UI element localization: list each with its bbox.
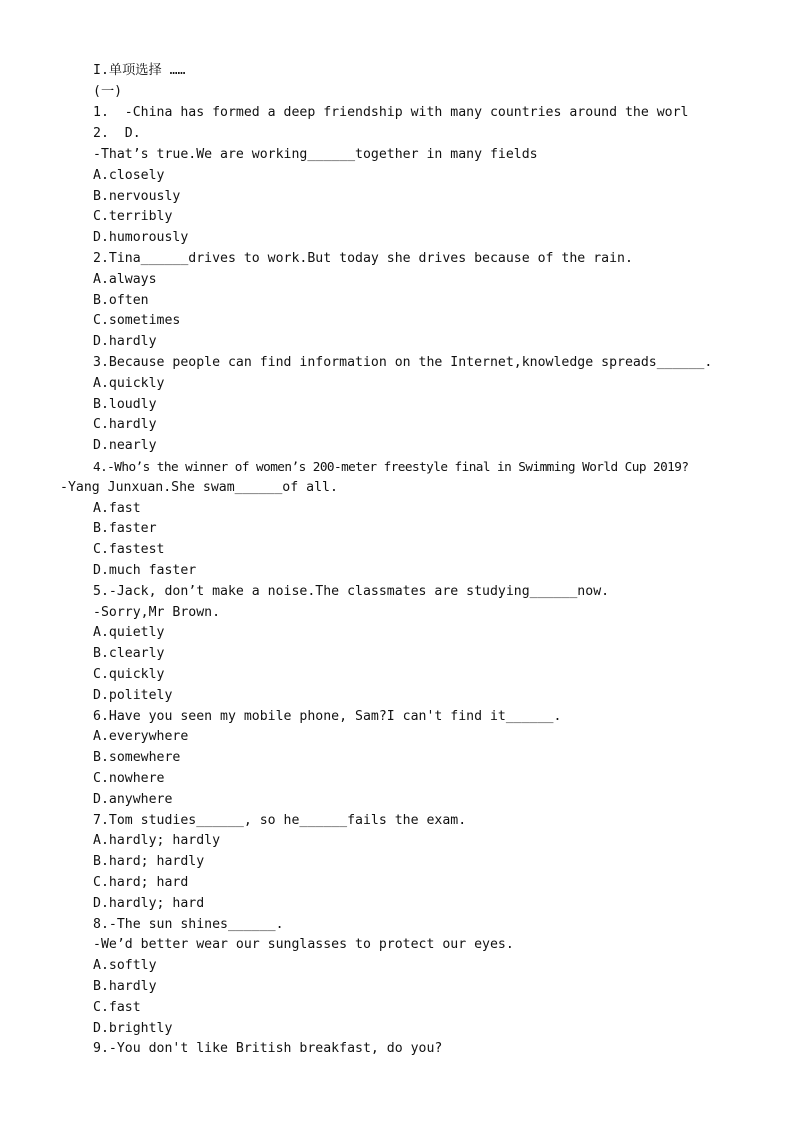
answer-option: B.faster [93,521,157,536]
answer-option: A.hardly; hardly [93,833,221,848]
answer-option: B.somewhere [93,750,181,765]
answer-option: D.hardly; hard [93,896,205,911]
question-line: -Sorry,Mr Brown. [93,605,221,620]
answer-option: B.loudly [93,397,157,412]
answer-option: C.sometimes [93,313,181,328]
question-line: 2. D. [93,126,141,141]
question-line: 4.-Who’s the winner of women’s 200-meter freestyle final in Swimming World Cup 2019? [93,459,689,474]
question-line: 5.-Jack, don’t make a noise.The classmates are studying______now. [93,584,610,599]
answer-option: A.everywhere [93,729,189,744]
answer-option: C.terribly [93,209,173,224]
question-line: 7.Tom studies______, so he______fails the exam. [93,813,467,828]
answer-option: A.closely [93,168,165,183]
answer-option: C.hardly [93,417,157,432]
answer-option: D.much faster [93,563,197,578]
answer-option: C.hard; hard [93,875,189,890]
subsection-label: (一) [93,84,123,99]
answer-option: C.fast [93,1000,141,1015]
answer-option: C.nowhere [93,771,165,786]
answer-option: A.always [93,272,157,287]
answer-option: C.quickly [93,667,165,682]
question-line: -That’s true.We are working______together in many fields [93,147,538,162]
answer-option: D.brightly [93,1021,173,1036]
answer-option: B.hardly [93,979,157,994]
answer-option: D.politely [93,688,173,703]
answer-option: A.quickly [93,376,165,391]
section-heading: I.单项选择 …… [93,63,186,78]
question-line: 1. -China has formed a deep friendship with many countries around the worl [93,105,689,120]
answer-option: B.often [93,293,149,308]
question-line: -We’d better wear our sunglasses to protect our eyes. [93,937,514,952]
question-line: 9.-You don't like British breakfast, do you? [93,1041,443,1056]
answer-option: B.nervously [93,189,181,204]
answer-option: D.humorously [93,230,189,245]
question-line: 3.Because people can find information on the Internet,knowledge spreads______. [93,355,713,370]
answer-option: C.fastest [93,542,165,557]
question-line: 2.Tina______drives to work.But today she drives because of the rain. [93,251,633,266]
question-line: 8.-The sun shines______. [93,917,284,932]
answer-option: B.clearly [93,646,165,661]
answer-option: A.softly [93,958,157,973]
answer-option: D.nearly [93,438,157,453]
answer-option: A.fast [93,501,141,516]
answer-option: D.hardly [93,334,157,349]
question-line: 6.Have you seen my mobile phone, Sam?I can't find it______. [93,709,562,724]
answer-option: A.quietly [93,625,165,640]
question-line: -Yang Junxuan.She swam______of all. [60,480,338,495]
answer-option: B.hard; hardly [93,854,205,869]
answer-option: D.anywhere [93,792,173,807]
